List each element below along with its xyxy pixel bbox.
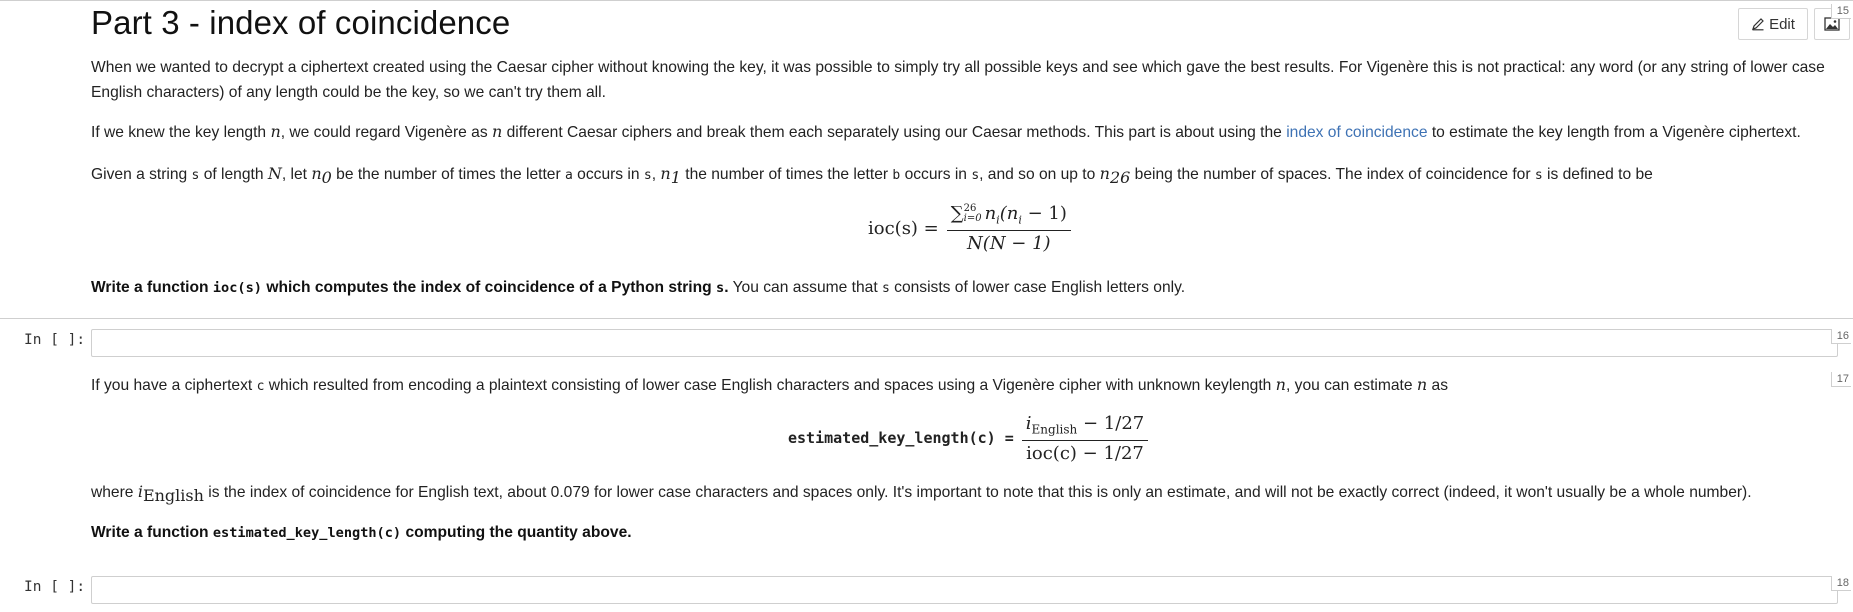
cell-divider <box>0 318 1853 319</box>
ioc-formula: ioc(s) = ∑ 26 i=0 $n_i(n_i - 1)$ N(N − 1) <box>868 203 1071 254</box>
cell-number: 18 <box>1831 576 1851 591</box>
paragraph-task-estimate: Write a function estimated_key_length(c) computing the quantity above. <box>91 524 632 541</box>
paragraph-key-length: If we knew the key length n, we could regard Vigenère as n different Caesar ciphers and break them each separately using our Caesar methods. This part is about using the index of coincidence to estimate the key length from a Vigenère ciphertext. <box>91 122 1801 141</box>
edit-button[interactable] <box>1738 8 1808 40</box>
paragraph-english-ioc: where $i_{English}$ is the index of coincidence for English text, about 0.079 for lower case characters and spaces only. It's important to note that this is only an estimate, and will not be exactly correct (indeed, it won't usually be a whole number). <box>91 482 1752 506</box>
code-input[interactable] <box>91 329 1838 357</box>
cell-number: 15 <box>1831 4 1851 19</box>
section-heading: Part 3 - index of coincidence <box>91 4 511 41</box>
index-of-coincidence-link[interactable]: index of coincidence <box>1286 124 1428 141</box>
pencil-icon <box>1751 17 1765 31</box>
input-prompt: In [ ]: <box>24 332 86 348</box>
top-border <box>0 0 1853 1</box>
paragraph-definition: Given a string s of length N, let $n_0$ be the number of times the letter a occurs in s, $n_1$ the number of times the letter b occurs in s, and so on up to $n_{26}$ being the number of spaces. The index of coincidence for s is defined to be <box>91 164 1653 188</box>
image-icon <box>1824 17 1840 31</box>
paragraph-estimate: If you have a ciphertext c which resulted from encoding a plaintext consisting of lower case English characters and spaces using a Vigenère cipher with unknown keylength n, you can estimate n as <box>91 375 1448 394</box>
key-length-formula: estimated_key_length(c) = $\frac{i_{English} - 1/27}{\text{ioc(c) − 1/27}}$ <box>788 413 1148 464</box>
paragraph-intro: When we wanted to decrypt a ciphertext created using the Caesar cipher without knowing the key, it was possible to simply try all possible keys and see which gave the best results. For Vigenère this is not practical: any word (or any string of lower case English characters) of any length could be the key, so we can't try them all. <box>91 59 1825 101</box>
cell-number: 17 <box>1831 372 1851 387</box>
cell-number: 16 <box>1831 329 1851 344</box>
input-prompt: In [ ]: <box>24 579 86 595</box>
edit-label: Edit <box>1769 15 1795 33</box>
code-input[interactable] <box>91 576 1838 604</box>
paragraph-task-ioc: Write a function ioc(s) which computes the index of coincidence of a Python string s. You can assume that s consists of lower case English letters only. <box>91 279 1186 296</box>
